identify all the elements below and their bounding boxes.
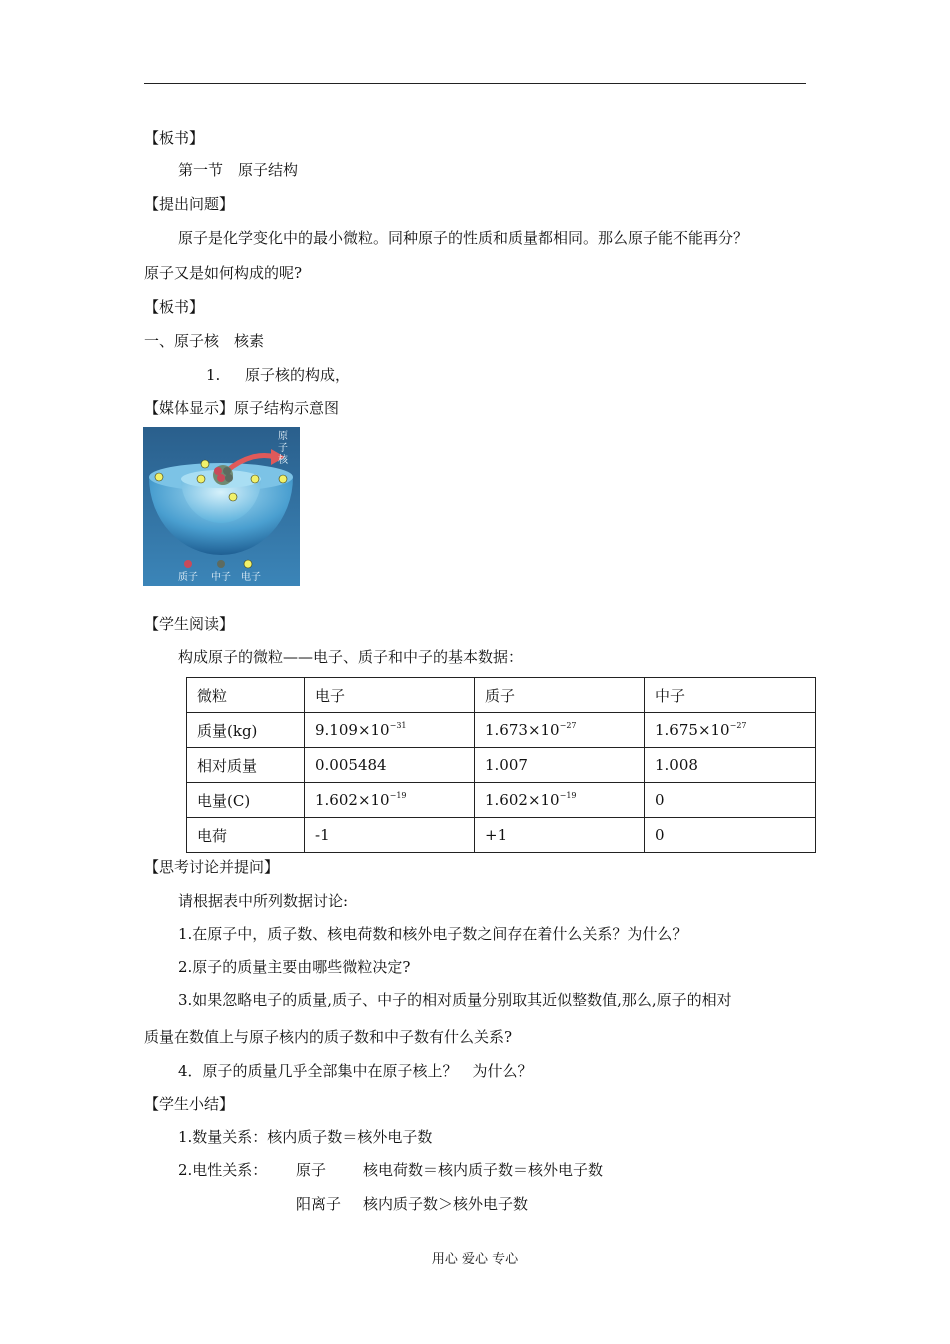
summary-2-term-cation: 阳离子	[296, 1195, 342, 1213]
table-cell: 1.008	[645, 748, 816, 783]
summary-2-text-atom: 核电荷数＝核内质子数＝核外电子数	[363, 1161, 604, 1179]
legend-proton: 质子	[178, 572, 198, 583]
neutron-icon	[217, 560, 225, 568]
table-cell: +1	[475, 818, 645, 853]
table-row	[187, 748, 816, 783]
atom-structure-figure	[143, 427, 300, 586]
question-line-1: 原子是化学变化中的最小微粒。同种原子的性质和质量都相同。那么原子能不能再分？	[178, 229, 749, 247]
table-cell: $9.109\times 10^{-31}$	[305, 713, 475, 748]
summary-2-label: 2.电性关系：	[178, 1161, 268, 1179]
table-header-cell: 中子	[645, 678, 816, 713]
sub-heading: 一、原子核 核素	[144, 332, 265, 350]
label-media: 【媒体显示】原子结构示意图	[144, 399, 340, 417]
label-reading: 【学生阅读】	[144, 615, 235, 633]
label-summary: 【学生小结】	[144, 1095, 235, 1113]
table-cell: 0	[645, 818, 816, 853]
question-2: 2.原子的质量主要由哪些微粒决定?	[178, 958, 411, 976]
table-header-cell: 质子	[475, 678, 645, 713]
summary-1: 1.数量关系：核内质子数＝核外电子数	[178, 1128, 433, 1146]
question-4: 4．原子的质量几乎全部集中在原子核上？ 为什么？	[178, 1062, 533, 1080]
table-header-cell: 电子	[305, 678, 475, 713]
summary-2-term-atom: 原子	[296, 1161, 327, 1179]
summary-2-text-cation: 核内质子数＞核外电子数	[363, 1195, 529, 1213]
table-row-label: 电量(C)	[187, 783, 305, 818]
question-1: 1.在原子中，质子数、核电荷数和核外电子数之间存在着什么关系？为什么？	[178, 925, 688, 943]
table-cell: $1.602\times 10^{-19}$	[475, 783, 645, 818]
proton-icon	[184, 560, 192, 568]
item-1-number: 1.	[206, 366, 221, 384]
table-cell: -1	[305, 818, 475, 853]
table-cell: $1.675\times 10^{-27}$	[645, 713, 816, 748]
table-row-label: 相对质量	[187, 748, 305, 783]
table-row	[187, 783, 816, 818]
discuss-intro: 请根据表中所列数据讨论:	[178, 892, 349, 910]
table-cell: $1.602\times 10^{-19}$	[305, 783, 475, 818]
legend-electron: 电子	[241, 572, 261, 583]
table-row-label: 质量(kg)	[187, 713, 305, 748]
nucleus-label-3: 核	[278, 455, 288, 466]
table-row-label: 电荷	[187, 818, 305, 853]
item-1-text: 原子核的构成，	[245, 366, 351, 384]
question-line-2: 原子又是如何构成的呢?	[144, 264, 303, 282]
electron-icon	[244, 560, 252, 568]
label-bangshu-1: 【板书】	[144, 129, 205, 147]
table-cell: 0.005484	[305, 748, 475, 783]
legend-neutron: 中子	[211, 572, 231, 583]
label-tichu: 【提出问题】	[144, 195, 235, 213]
page-footer: 用心 爱心 专心	[431, 1252, 519, 1267]
reading-intro: 构成原子的微粒——电子、质子和中子的基本数据：	[178, 648, 524, 666]
table-header-row	[187, 678, 816, 713]
question-3-line-2: 质量在数值上与原子核内的质子数和中子数有什么关系?	[144, 1028, 513, 1046]
table-cell: $1.673\times 10^{-27}$	[475, 713, 645, 748]
table-row	[187, 818, 816, 853]
header-rule	[144, 83, 806, 84]
table-cell: 0	[645, 783, 816, 818]
section-title: 第一节 原子结构	[178, 161, 299, 179]
particle-data-table	[186, 677, 816, 853]
table-row	[187, 713, 816, 748]
label-discuss: 【思考讨论并提问】	[144, 858, 280, 876]
question-3-line-1: 3.如果忽略电子的质量,质子、中子的相对质量分别取其近似整数值,那么,原子的相对	[178, 991, 732, 1009]
label-bangshu-2: 【板书】	[144, 298, 205, 316]
nucleus-icon	[213, 465, 233, 485]
nucleus-label-2: 子	[278, 443, 288, 454]
nucleus-label-1: 原	[278, 431, 288, 442]
table-header-cell: 微粒	[187, 678, 305, 713]
table-cell: 1.007	[475, 748, 645, 783]
